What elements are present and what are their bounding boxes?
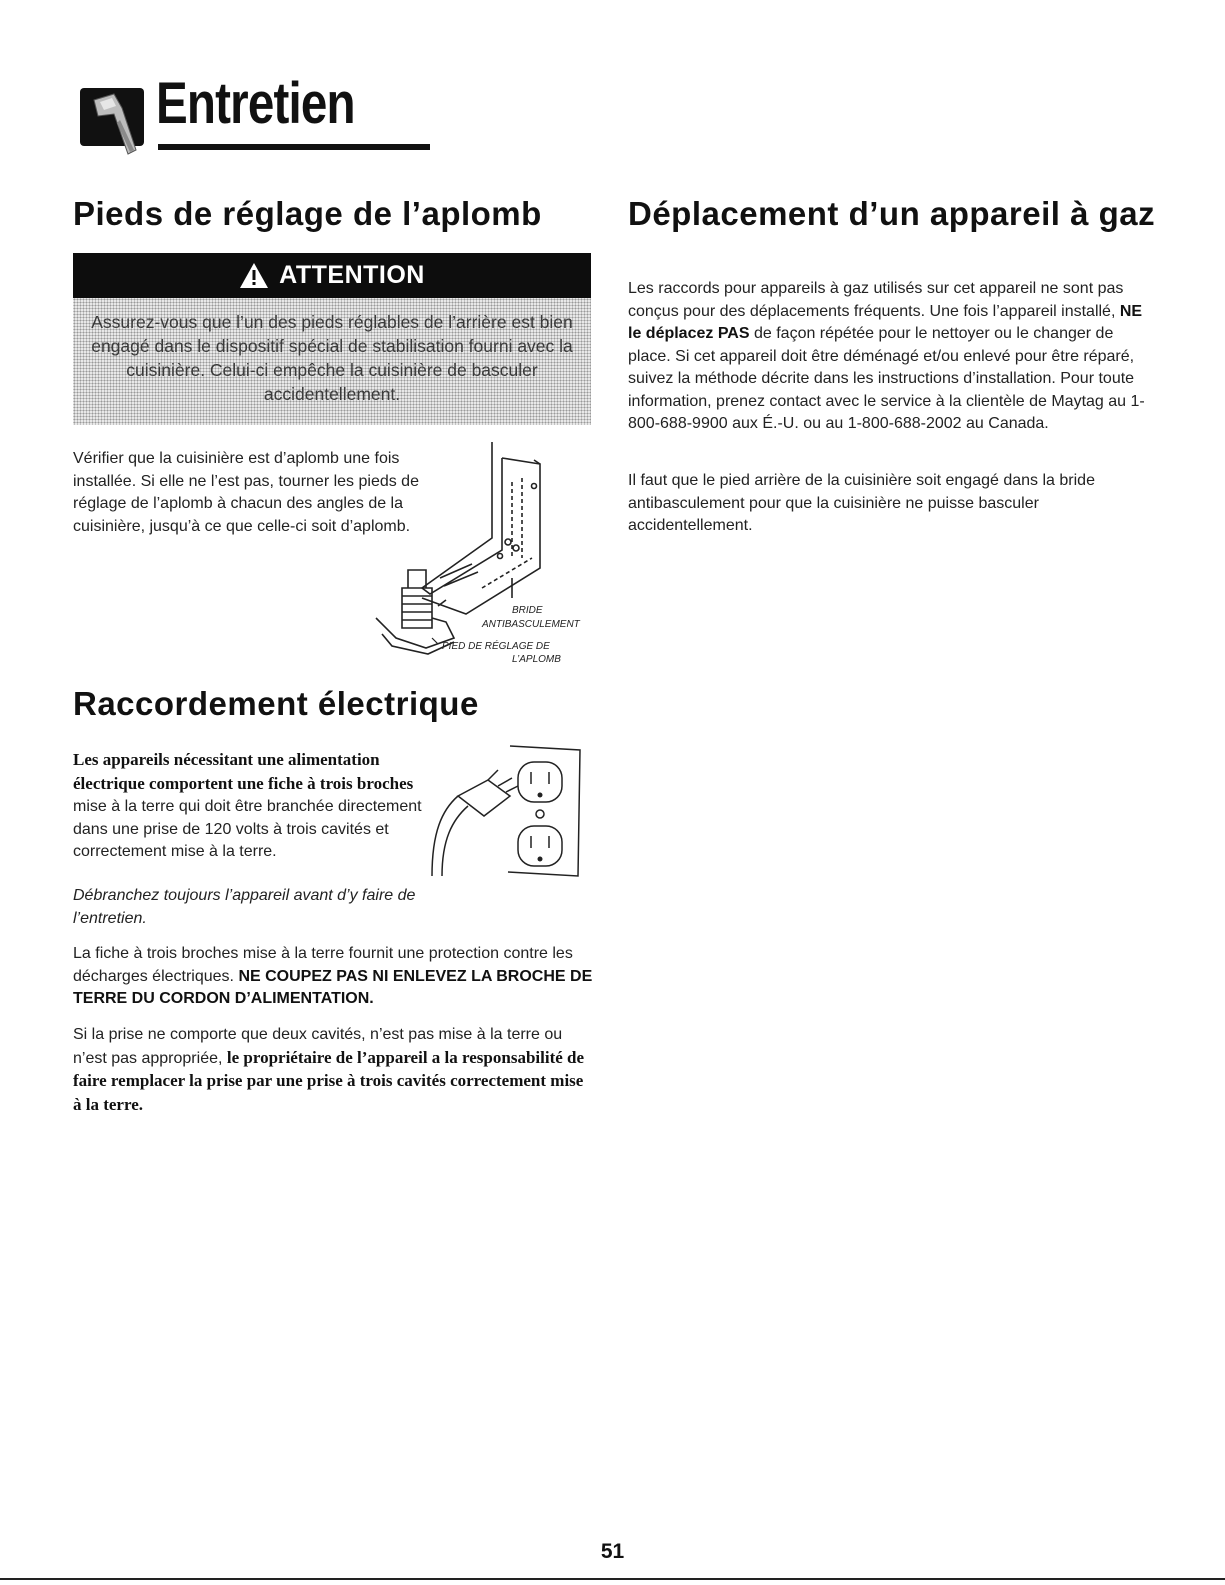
electrical-paragraph-2	[73, 943, 593, 1011]
foot-label-1: PIED DE RÉGLAGE DE	[442, 641, 550, 652]
electrical-paragraph-2-bold: NE COUPEZ PAS NI ENLEVEZ LA BROCHE DE TERRE DU CORDON D’ALIMENTATION.	[73, 967, 593, 1007]
gas-paragraph-1-end: de façon répétée pour le nettoyer ou le changer de place. Si cet appareil doit être déménagé et/ou enlevé pour être réparé, suivez la méthode décrite dans les instructions d’installation. Pour toute information, prenez contact avec le service à la clientèle de Maytag au 1-800-688-9900 aux É.-U. ou au 1-800-688-2002 au Canada.	[628, 325, 1145, 432]
warning-triangle-icon	[239, 262, 269, 289]
electrical-heading: Raccordement électrique	[73, 685, 479, 722]
grounded-outlet-figure	[418, 740, 588, 880]
electrical-paragraph-3	[73, 1024, 593, 1117]
page-title: Entretien	[156, 71, 355, 136]
leveling-heading: Pieds de réglage de l’aplomb	[73, 195, 542, 232]
page-number: 51	[600, 1540, 625, 1563]
foot-label-2: L’APLOMB	[512, 654, 561, 665]
warning-box	[73, 253, 591, 425]
anti-tip-bracket-figure	[362, 438, 602, 678]
leveling-body: Vérifier que la cuisinière est d’aplomb une fois installée. Si elle ne l’est pas, tourner les pieds de réglage de l’aplomb à chacun des angles de la cuisinière, jusqu’à ce que celle-ci soit d’aplomb.	[73, 450, 419, 535]
electrical-paragraph-2-text: La fiche à trois broches mise à la terre fournit une protection contre les décharges électriques.	[73, 945, 573, 985]
electrical-paragraph-1-text: mise à la terre qui doit être branchée directement dans une prise de 120 volts à trois cavités et correctement mise à la terre.	[73, 798, 422, 860]
title-underline	[158, 144, 430, 150]
bottom-rule	[0, 1578, 1225, 1580]
electrical-paragraph-1-bold: Les appareils nécessitant une alimentation électrique comportent une fiche à trois broches	[73, 750, 414, 793]
gas-paragraph-1	[628, 278, 1148, 436]
gas-paragraph-2: Il faut que le pied arrière de la cuisinière soit engagé dans la bride antibasculement pour que la cuisinière ne puisse basculer accidentellement.	[628, 472, 1095, 534]
warning-text: Assurez-vous que l’un des pieds réglables de l’arrière est bien engagé dans le dispositif spécial de stabilisation fourni avec la cuisinière. Celui-ci empêche la cuisinière de basculer accidentellement.	[73, 298, 591, 425]
electrical-paragraph-3-text: Si la prise ne comporte que deux cavités, n’est pas mise à la terre ou n’est pas appropriée,	[73, 1026, 563, 1067]
wrench-icon	[80, 80, 146, 156]
bracket-label-2: ANTIBASCULEMENT	[482, 619, 580, 630]
gas-paragraph-1-bold: NE le déplacez PAS	[628, 302, 1143, 342]
warning-label: ATTENTION	[279, 261, 425, 289]
gas-paragraph-1-start: Les raccords pour appareils à gaz utilisés sur cet appareil ne sont pas conçus pour des déplacements fréquents. Une fois l’appareil installé,	[628, 280, 1124, 320]
bracket-label-1: BRIDE	[512, 605, 543, 616]
page-header	[80, 70, 380, 160]
electrical-italic-note: Débranchez toujours l’appareil avant d’y faire de l’entretien.	[73, 887, 416, 927]
electrical-paragraph-3-bold: le propriétaire de l’appareil a la responsabilité de faire remplacer la prise par une prise à trois cavités correctement mise à la terre.	[73, 1047, 585, 1114]
gas-heading: Déplacement d’un appareil à gaz	[628, 195, 1156, 232]
electrical-paragraph-1	[73, 749, 433, 864]
warning-header	[73, 253, 591, 298]
